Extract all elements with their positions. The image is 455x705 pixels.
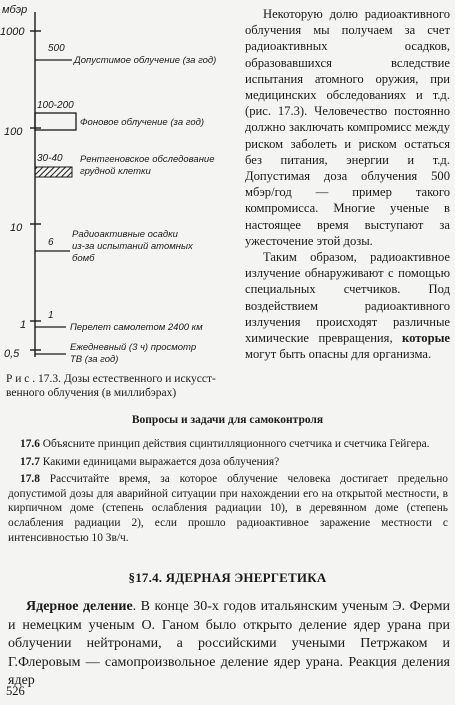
- exercise-item: [8, 472, 448, 545]
- tick-label-1000: 1000: [0, 26, 25, 38]
- value-label-limit: 500: [48, 43, 65, 54]
- desc-fallout-line2: из-за испытаний атомных: [72, 241, 193, 252]
- marker-background-box: [35, 113, 76, 130]
- value-label-xray: 30-40: [37, 153, 63, 164]
- right-paragraph-2: [245, 249, 450, 362]
- desc-fallout-line1: Радиоактивные осадки: [72, 229, 178, 240]
- radiation-dose-figure: [0, 0, 240, 365]
- exercise-text: Какими единицами выражается доза облучения?: [39, 455, 280, 468]
- exercise-item: [8, 437, 448, 452]
- right-paragraph-1: Некоторую долю радиоактивного облучения мы получаем за счет радиоактивных осадков, образовавшихся вследствие испытания атомного оружия, при медицинских обследованиях и т.д. (рис. 17.3). Человечество постоянно должно заключать компромисс между риском заболеть и риском остаться без питания, энергии и т.д. Допустимая доза облучения 500 мбэр/год — пример такого компромисса. Многие ученые в настоящее время выступают за ужесточение этой дозы.: [245, 7, 450, 248]
- questions-title: Вопросы и задачи для самоконтроля: [131, 414, 324, 426]
- desc-limit: Допустимое облучение (за год): [74, 55, 217, 66]
- caption-text: Дозы естественного и искусст-венного облучения (в миллибэрах): [6, 373, 216, 399]
- exercise-text: Рассчитайте время, за которое облучение человека достигает предельно допустимой дозы для аварийной ситуации при нахождении его на открытой местности, в кирпичном доме (степень ослабления радиации 10), в деревянном доме (степень ослабления радиации 2), если прошло радиоактивное заражение местности с интенсивностью 10 Зв/ч.: [8, 473, 448, 544]
- axis-unit-label: мбэр: [2, 4, 28, 16]
- right-paragraph-2-c: могут быть опасны для организма.: [245, 347, 432, 362]
- tick-label-1: 1: [20, 319, 27, 331]
- right-column-text: [245, 6, 450, 362]
- desc-tv-line2: ТВ (за год): [70, 354, 119, 365]
- exercise-item: [8, 455, 448, 470]
- body-term: Ядерное деление: [26, 599, 133, 614]
- value-label-fallout: 6: [48, 237, 54, 248]
- exercise-number: 17.6: [20, 438, 40, 450]
- caption-prefix: Р и с . 17.3.: [6, 373, 62, 385]
- figure-caption: [6, 372, 242, 400]
- exercise-text: Объясните принцип действия сцинтилляционного счетчика и счетчика Гейгера.: [39, 438, 430, 450]
- page-number: 526: [6, 684, 25, 698]
- tick-label-100: 100: [4, 126, 23, 138]
- body-paragraph: [8, 598, 450, 691]
- desc-background: Фоновое облучение (за год): [80, 117, 205, 128]
- exercise-number: 17.8: [20, 473, 40, 486]
- marker-xray-hatched: [35, 167, 72, 177]
- desc-fallout-line3: бомб: [72, 253, 95, 264]
- exercise-number: 17.7: [20, 455, 40, 468]
- right-paragraph-2-a: Таким образом, радиоактивное излучение обнаруживают с помощью специальных счетчиков. Под воздействием радиоактивного излучения происходят различные химические превращения,: [245, 250, 450, 346]
- desc-xray-line2: грудной клетки: [80, 166, 151, 177]
- desc-flight: Перелет самолетом 2400 км: [70, 322, 203, 333]
- chapter-title: §17.4. ЯДЕРНАЯ ЭНЕРГЕТИКА: [128, 570, 327, 585]
- value-label-background: 100-200: [37, 100, 74, 111]
- desc-xray-line1: Рентгеновское обследование: [80, 154, 215, 165]
- desc-tv-line1: Ежедневный (3 ч) просмотр: [70, 342, 197, 353]
- right-paragraph-2-bold: которые: [402, 331, 450, 346]
- exercise-list: [8, 437, 448, 548]
- body-text: . В конце 30-х годов итальянским ученым Э. Ферми и немецким ученым О. Ганом было открыто деление ядер урана при облучении нейтронами, а российскими учеными Петржаком и Г.Флеровым — самопроизвольное деление ядер урана. Реакция деления ядер: [8, 599, 450, 688]
- tick-label-0-5: 0,5: [4, 348, 20, 360]
- value-label-flight: 1: [48, 310, 54, 321]
- tick-label-10: 10: [10, 222, 23, 234]
